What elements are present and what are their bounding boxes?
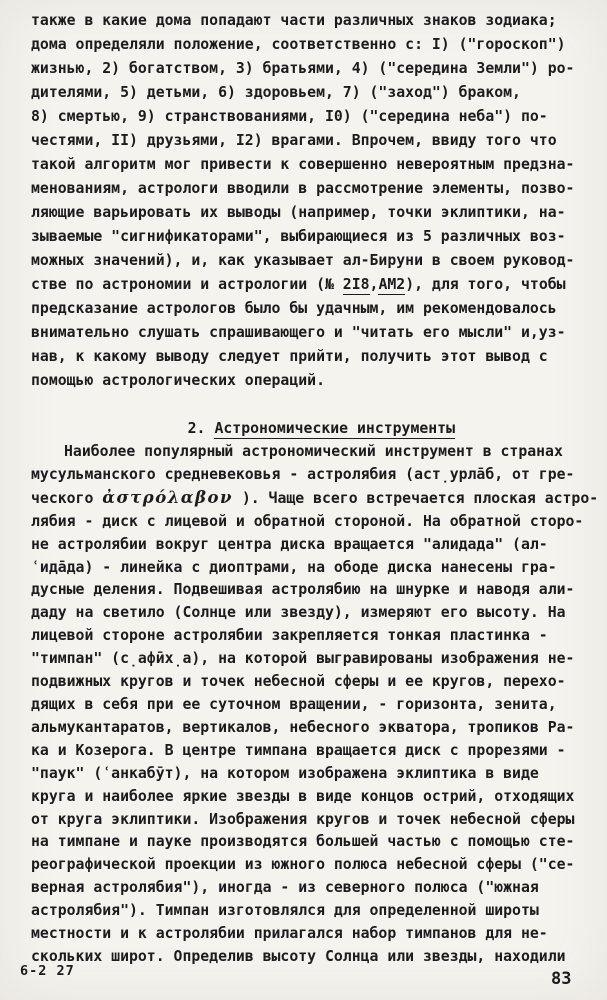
text-line: верная астролябия"), иногда - из северного полюса ("южная bbox=[31, 879, 539, 897]
text-line: жизнью, 2) богатством, 3) братьями, 4) ("середина Земли") ро- bbox=[31, 60, 575, 77]
text-line: подвижных кругов и точек небесной сферы и ее кругов, перехо- bbox=[31, 673, 566, 691]
text-line: ʿида̄да) - линейка с диоптрами, на ободе диска нанесены гра- bbox=[31, 558, 557, 576]
text-line: альмукантаратов, вертикалов, небесного экватора, тропиков Ра- bbox=[31, 718, 575, 736]
paragraph-astrology-houses bbox=[31, 9, 574, 393]
page-number: 83 bbox=[551, 969, 572, 989]
text-line: круга и наиболее яркие звезды в виде концов острий, отходящих bbox=[31, 787, 575, 805]
text-line: местности и к астролябии прилагался набор тимпанов для не- bbox=[31, 925, 548, 943]
paragraph-astrolabe-description bbox=[31, 441, 598, 969]
text-line: дящих в себя при ее суточном вращении, - горизонта, зенита, bbox=[31, 695, 557, 713]
text-line: стве по астрономии и астрологии (№ 2I8,АМ2), для того, чтобы bbox=[31, 276, 566, 293]
text-line: на тимпане и пауке производятся большей частью с помощью сте- bbox=[31, 833, 575, 851]
text-line: реографической проекции из южного полюса небесной сферы ("се- bbox=[31, 856, 575, 874]
text-line: 8) смертью, 9) странствованиями, I0) ("середина неба") по- bbox=[31, 108, 548, 125]
text-line: от круга эклиптики. Изображения кругов и точек небесной сферы bbox=[31, 810, 575, 828]
text-line: астролябия"). Тимпан изготовлялся для определенной широты bbox=[31, 902, 539, 920]
text-line: дома определяли положение, соответственно с: I) ("гороскоп") bbox=[31, 36, 566, 53]
print-signature: 6-2 27 bbox=[20, 963, 75, 979]
text-line: мусульманского средневековья - астролябия (аст̣урла̄б, от гре- bbox=[31, 465, 575, 483]
ref-number-218: 2I8 bbox=[342, 276, 370, 293]
ref-number-am2: АМ2 bbox=[378, 276, 406, 293]
text-line: "паук" (ʿанкабӯт), на котором изображена эклиптика в виде bbox=[31, 764, 539, 782]
text-line: не астролябии вокруг центра диска вращается "алидада" (ал- bbox=[31, 535, 548, 553]
text-line: можных значений), и, как указывает ал-Бируни в своем руковод- bbox=[31, 252, 575, 269]
text-line: ляющие варьировать их выводы (например, точки эклиптики, на- bbox=[31, 204, 566, 221]
text-line: "тимпан" (с̣афӣх̣а), на которой выгравированы изображения не- bbox=[31, 650, 575, 668]
text-line: также в какие дома попадают части различных знаков зодиака; bbox=[31, 12, 557, 29]
text-line: менованиям, астрологи вводили в рассмотрение элементы, позво- bbox=[31, 180, 575, 197]
text-line: зываемые "сигнификаторами", выбирающиеся из 5 различных воз- bbox=[31, 228, 566, 245]
text-line: внимательно слушать спрашивающего и "читать его мысли" и,уз- bbox=[31, 324, 566, 341]
text-line: дителями, 5) детьми, 6) здоровьем, 7) ("заход") браком, bbox=[31, 84, 521, 101]
text-line: помощью астрологических операций. bbox=[31, 372, 325, 389]
text-line: лицевой стороне астролябии закрепляется тонкая пластинка - bbox=[31, 627, 548, 645]
text-line: такой алгоритм мог привести к совершенно невероятным предзна- bbox=[31, 156, 575, 173]
section-title: Астрономические инструменты bbox=[214, 420, 455, 437]
text-line: предсказание астрологов было бы удачным, им рекомендовалось bbox=[31, 300, 557, 317]
text-line: скольких широт. Определив высоту Солнца или звезды, находили bbox=[31, 947, 566, 965]
text-line: даду на светило (Солнце или звезду), измеряют его высоту. На bbox=[31, 604, 566, 622]
text-line: дусные деления. Подвешивая астролябию на шнурке и наводя али- bbox=[31, 581, 575, 599]
text-line: ческого ἀστρόλαβον ). Чаще всего встречается плоская астро- bbox=[31, 487, 599, 507]
section-number: 2. bbox=[187, 420, 206, 437]
greek-word-astrolabon: ἀστρόλαβον bbox=[102, 487, 233, 507]
text-line: лябия - диск с лицевой и обратной стороной. На обратной сторо- bbox=[31, 512, 584, 530]
text-line: Наиболее популярный астрономический инструмент в странах bbox=[64, 443, 563, 460]
text-line: ка и Козерога. В центре тимпана вращается диск с прорезями - bbox=[31, 741, 566, 759]
text-line: честями, II) друзьями, I2) врагами. Впрочем, ввиду того что bbox=[31, 132, 557, 149]
text-line: нав, к какому выводу следует прийти, получить этот вывод с bbox=[31, 348, 548, 365]
